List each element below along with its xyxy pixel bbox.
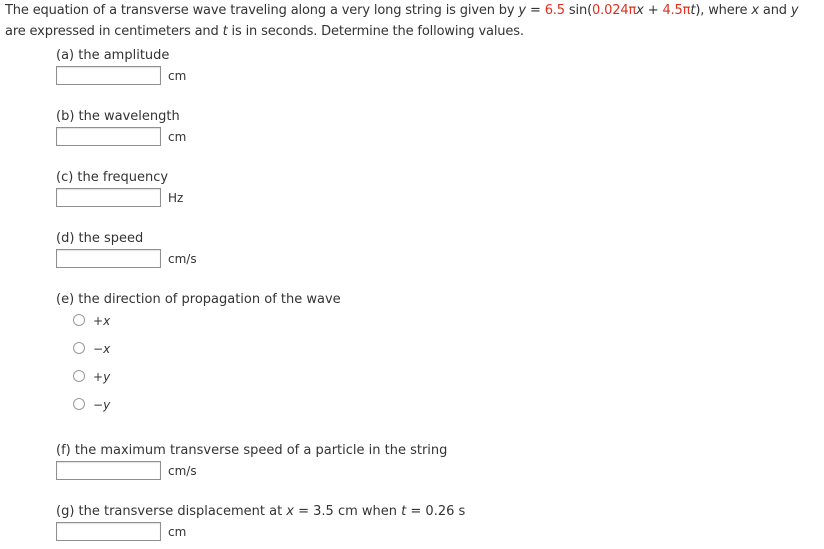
question-g-var-t: t <box>401 504 407 519</box>
question-g-text: = 3.5 cm when <box>294 504 402 519</box>
question-d-label: (d) the speed <box>56 231 144 246</box>
question-e-label: (e) the direction of propagation of the wave <box>56 292 341 307</box>
frequency-answer-input[interactable] <box>56 188 161 207</box>
radio-button[interactable] <box>73 370 85 382</box>
amplitude-unit: cm <box>168 69 187 83</box>
option-variable: y <box>103 370 111 384</box>
intro-var-t: t <box>222 24 228 39</box>
question-g-text: (g) the transverse displacement at <box>56 504 287 519</box>
intro-var-y: y <box>790 3 799 18</box>
angular-frequency-value: 4.5 <box>662 3 683 18</box>
question-g-var-x: x <box>286 504 294 519</box>
amplitude-value: 6.5 <box>544 3 565 18</box>
speed-answer-input[interactable] <box>56 249 161 268</box>
option-sign: − <box>93 342 104 356</box>
intro-text: = <box>525 3 545 18</box>
max-transverse-speed-answer-input[interactable] <box>56 461 161 480</box>
pi-symbol: π <box>628 3 637 18</box>
intro-var-y: y <box>518 3 526 18</box>
direction-option-label <box>93 341 110 357</box>
question-a-label: (a) the amplitude <box>56 48 170 63</box>
option-sign: − <box>93 398 104 412</box>
wavelength-unit: cm <box>168 130 187 144</box>
intro-text: ), where <box>695 3 752 18</box>
direction-option-label <box>93 313 110 329</box>
option-variable: x <box>103 314 111 328</box>
problem-statement <box>5 0 821 42</box>
pi-symbol: π <box>682 3 691 18</box>
direction-option-label <box>93 369 110 385</box>
option-variable: y <box>103 398 111 412</box>
direction-option-label <box>93 397 110 413</box>
question-f-label: (f) the maximum transverse speed of a particle in the string <box>56 443 448 458</box>
max-transverse-speed-unit: cm/s <box>168 464 197 478</box>
question-b-label: (b) the wavelength <box>56 109 180 124</box>
intro-text: are expressed in centimeters and <box>5 24 223 39</box>
intro-text: and <box>758 3 791 18</box>
question-c-label: (c) the frequency <box>56 170 169 185</box>
question-g-label <box>56 504 465 520</box>
intro-text: The equation of a transverse wave traveling along a very long string is given by <box>5 3 519 18</box>
radio-button[interactable] <box>73 314 85 326</box>
amplitude-answer-input[interactable] <box>56 66 161 85</box>
option-sign: + <box>93 370 104 384</box>
intro-var-t: t <box>690 3 696 18</box>
intro-var-x: x <box>751 3 759 18</box>
radio-button[interactable] <box>73 342 85 354</box>
wavelength-answer-input[interactable] <box>56 127 161 146</box>
option-variable: x <box>103 342 111 356</box>
transverse-displacement-unit: cm <box>168 525 187 539</box>
radio-button[interactable] <box>73 398 85 410</box>
option-sign: + <box>93 314 104 328</box>
intro-text: is in seconds. Determine the following values. <box>227 24 524 39</box>
wave-number-value: 0.024 <box>592 3 629 18</box>
intro-text: + <box>643 3 663 18</box>
transverse-displacement-answer-input[interactable] <box>56 522 161 541</box>
intro-text: sin( <box>564 3 593 18</box>
question-g-text: = 0.26 s <box>406 504 466 519</box>
frequency-unit: Hz <box>168 191 184 205</box>
intro-var-x: x <box>636 3 644 18</box>
speed-unit: cm/s <box>168 252 197 266</box>
